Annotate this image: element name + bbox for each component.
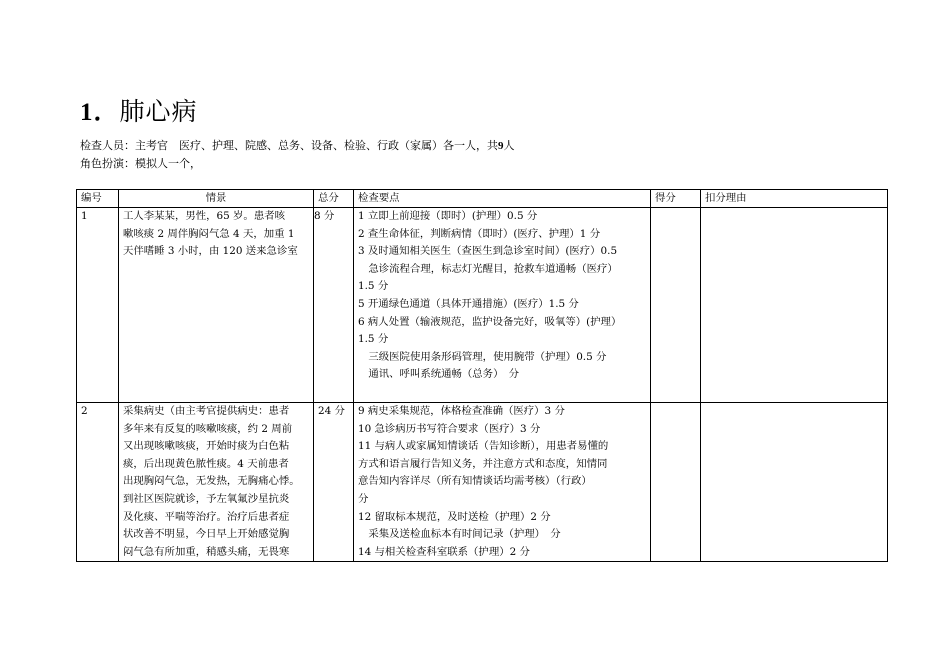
point-line: 3 及时通知相关医生（查医生到急诊室时间）(医疗）0.5 bbox=[358, 245, 618, 258]
point-line: 通讯、呼叫系统通畅（总务） 分 bbox=[358, 368, 520, 381]
row-scenario bbox=[119, 208, 314, 403]
point-line: 14 与相关检查科室联系（护理）2 分 bbox=[358, 545, 530, 558]
point-line: 5 开通绿色通道（具体开通措施）(医疗）1.5 分 bbox=[358, 297, 579, 310]
inspectors-suffix: 人 bbox=[503, 139, 515, 152]
point-line: 采集及送检血标本有时间记录（护理） 分 bbox=[358, 528, 561, 541]
header-score: 得分 bbox=[651, 190, 701, 208]
table-row bbox=[77, 403, 888, 562]
point-line: 9 病史采集规范，体格检查准确（医疗）3 分 bbox=[358, 405, 565, 417]
scenario-line: 嗽咳痰 2 周伴胸闷气急 4 天，加重 1 bbox=[123, 227, 295, 240]
row-total: 8 分 bbox=[314, 208, 354, 403]
point-line: 意告知内容详尽（所有知情谈话均需考核）（行政） bbox=[358, 475, 592, 488]
row-no: 1 bbox=[77, 208, 119, 403]
scenario-line: 闷气急有所加重，稍感头痛，无畏寒 bbox=[123, 545, 290, 558]
row-points bbox=[354, 208, 651, 403]
point-line: 分 bbox=[358, 492, 369, 505]
section-title: 肺心病 bbox=[119, 97, 198, 126]
point-line: 6 病人处置（输液规范，监护设备完好，吸氧等）(护理） bbox=[358, 315, 622, 328]
point-line: 三级医院使用条形码管理，使用腕带（护理）0.5 分 bbox=[358, 350, 607, 363]
point-line: 10 急诊病历书写符合要求（医疗）3 分 bbox=[358, 422, 541, 435]
section-number: 1． bbox=[80, 99, 120, 126]
row-points bbox=[354, 403, 651, 562]
scenario-line: 工人李某某，男性，65 岁。患者咳 bbox=[123, 210, 285, 222]
row-score[interactable] bbox=[651, 208, 701, 403]
scenario-line: 又出现咳嗽咳痰，开始时痰为白色粘 bbox=[123, 440, 290, 453]
inspection-table bbox=[76, 189, 888, 562]
point-line: 方式和语言履行告知义务，并注意方式和态度，知情同 bbox=[358, 457, 608, 470]
row-reason[interactable] bbox=[701, 208, 888, 403]
header-no: 编号 bbox=[77, 190, 119, 208]
inspectors-prefix: 检查人员：主考官 医疗、护理、院感、总务、设备、检验、行政（家属）各一人，共 bbox=[80, 139, 498, 152]
scenario-line: 到社区医院就诊，予左氧氟沙星抗炎 bbox=[123, 492, 290, 505]
scenario-line: 多年来有反复的咳嗽咳痰，约 2 周前 bbox=[123, 422, 293, 435]
row-score[interactable] bbox=[651, 403, 701, 562]
header-scenario: 情景 bbox=[119, 190, 314, 208]
inspectors-count: 9 bbox=[498, 140, 504, 152]
row-reason[interactable] bbox=[701, 403, 888, 562]
point-line: 1.5 分 bbox=[358, 333, 389, 346]
scenario-line: 痰，后出现黄色脓性痰。4 天前患者 bbox=[123, 457, 289, 470]
point-line: 急诊流程合理，标志灯光醒目，抢救车道通畅（医疗） bbox=[358, 262, 618, 275]
table-header-row bbox=[77, 190, 888, 208]
header-points: 检查要点 bbox=[354, 190, 651, 208]
table-row bbox=[77, 208, 888, 403]
header-reason: 扣分理由 bbox=[701, 190, 888, 208]
scenario-line: 出现胸闷气急，无发热，无胸痛心悸。 bbox=[123, 475, 300, 488]
page-title bbox=[80, 92, 198, 128]
scenario-line: 状改善不明显，今日早上开始感觉胸 bbox=[123, 528, 290, 541]
point-line: 12 留取标本规范，及时送检（护理）2 分 bbox=[358, 510, 551, 523]
point-line: 1 立即上前迎接（即时）(护理）0.5 分 bbox=[358, 210, 538, 222]
point-line: 1.5 分 bbox=[358, 280, 389, 293]
scenario-line: 及化痰、平喘等治疗。治疗后患者症 bbox=[123, 510, 290, 523]
inspectors-line bbox=[80, 138, 515, 154]
point-line: 11 与病人或家属知情谈话（告知诊断），用患者易懂的 bbox=[358, 440, 609, 453]
row-scenario bbox=[119, 403, 314, 562]
point-line: 2 查生命体征，判断病情（即时）(医疗、护理）1 分 bbox=[358, 227, 601, 240]
header-total: 总分 bbox=[314, 190, 354, 208]
scenario-line: 采集病史（由主考官提供病史：患者 bbox=[123, 405, 290, 417]
row-total: 24 分 bbox=[314, 403, 354, 562]
roleplay-line: 角色扮演：模拟人一个， bbox=[80, 157, 201, 170]
row-no: 2 bbox=[77, 403, 119, 562]
scenario-line: 天伴嗜睡 3 小时，由 120 送来急诊室 bbox=[123, 245, 298, 258]
